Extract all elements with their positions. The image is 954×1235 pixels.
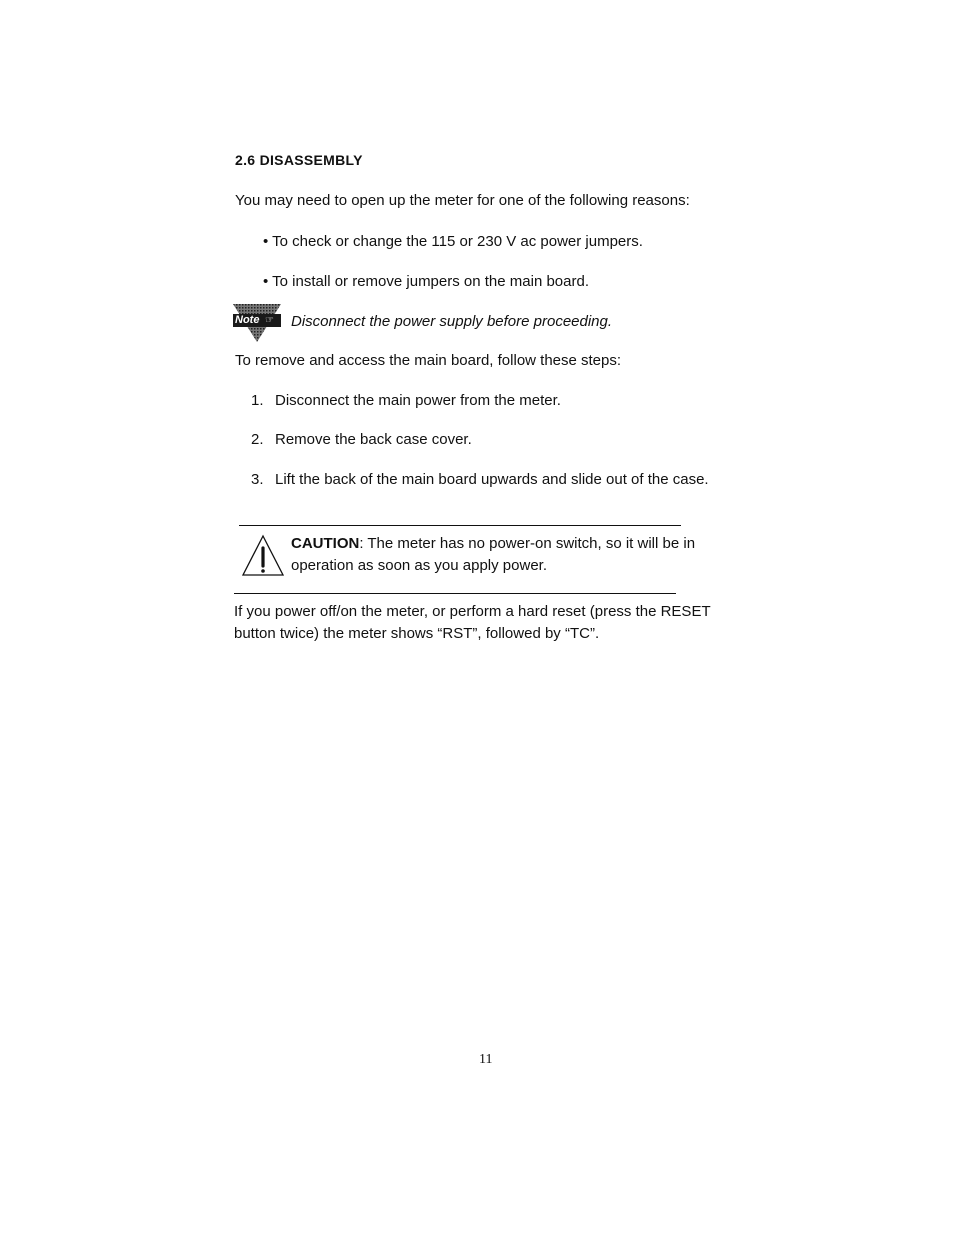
bullet-icon: • — [263, 233, 269, 250]
note-text: Disconnect the power supply before proceeding. — [291, 313, 613, 330]
caution-label: CAUTION — [291, 535, 360, 552]
pointing-hand-icon: ☞ — [265, 315, 274, 326]
bullet-item — [263, 273, 589, 291]
section-number: 2.6 — [235, 152, 256, 168]
bullet-item — [263, 233, 643, 251]
bullet-text: To check or change the 115 or 230 V ac power jumpers. — [272, 233, 643, 250]
steps-intro: To remove and access the main board, follow these steps: — [235, 352, 622, 369]
step-text: Disconnect the main power from the meter. — [275, 392, 561, 409]
step-number: 3. — [251, 471, 264, 488]
caution-top-rule — [239, 525, 681, 526]
warning-triangle-icon — [240, 533, 286, 579]
caution-line-1 — [291, 535, 695, 553]
step-item — [251, 431, 264, 449]
reset-paragraph-line-2: button twice) the meter shows “RST”, followed by “TC”. — [234, 625, 600, 642]
note-icon — [233, 304, 281, 344]
bullet-icon: • — [263, 273, 269, 290]
step-text: Lift the back of the main board upwards and slide out of the case. — [275, 471, 709, 488]
page-number: 11 — [479, 1052, 493, 1067]
caution-line-2: operation as soon as you apply power. — [291, 557, 548, 574]
bullet-text: To install or remove jumpers on the main board. — [272, 273, 589, 290]
step-item — [251, 471, 264, 489]
step-item — [251, 392, 264, 410]
intro-paragraph: You may need to open up the meter for one of the following reasons: — [235, 192, 690, 209]
step-number: 2. — [251, 431, 264, 448]
step-number: 1. — [251, 392, 264, 409]
note-icon-label: Note — [235, 314, 260, 326]
caution-bottom-rule — [234, 593, 676, 594]
reset-paragraph-line-1: If you power off/on the meter, or perform a hard reset (press the RESET — [234, 603, 711, 620]
step-text: Remove the back case cover. — [275, 431, 472, 448]
section-heading — [235, 151, 363, 169]
section-title: DISASSEMBLY — [259, 152, 363, 168]
caution-text: : The meter has no power-on switch, so it will be in — [359, 535, 696, 552]
